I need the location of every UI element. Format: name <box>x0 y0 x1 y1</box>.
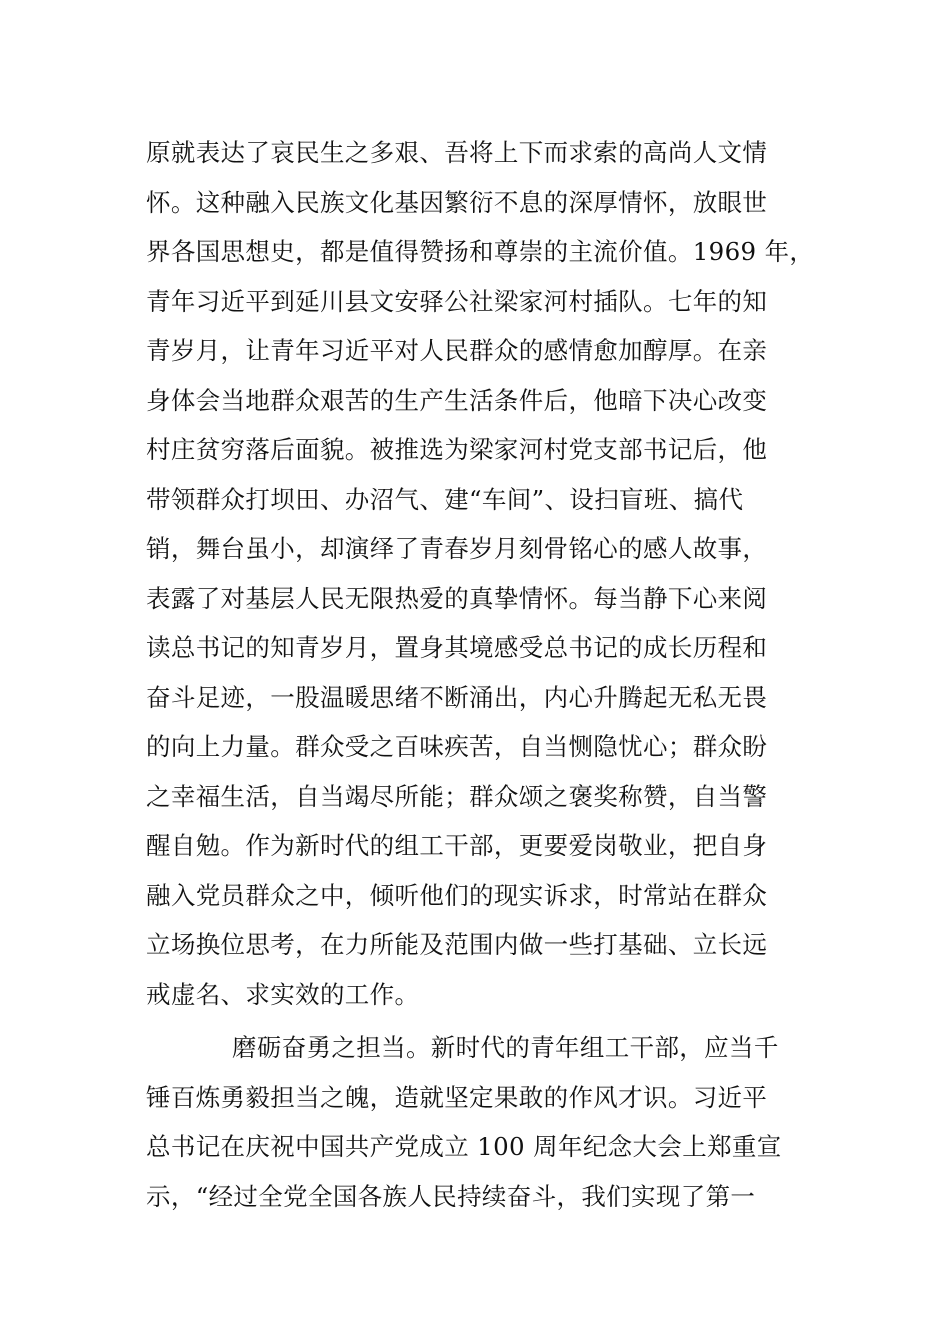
paragraph-line: 锤百炼勇毅担当之魄，造就坚定果敢的作风才识。习近平 <box>146 1082 768 1112</box>
paragraph-1 <box>146 128 826 1019</box>
paragraph-line: 融入党员群众之中，倾听他们的现实诉求，时常站在群众 <box>146 880 768 910</box>
paragraph-line: 读总书记的知青岁月，置身其境感受总书记的成长历程和 <box>146 633 768 662</box>
paragraph-line: 表露了对基层人民无限热爱的真挚情怀。每当静下心来阅 <box>146 583 768 613</box>
paragraph-line: 奋斗足迹，一股温暖思绪不断涌出，内心升腾起无私无畏 <box>146 682 768 712</box>
paragraph-line: 磨砺奋勇之担当。新时代的青年组工干部，应当千 <box>232 1033 779 1062</box>
paragraph-line: 总书记在庆祝中国共产党成立 100 周年纪念大会上郑重宣 <box>146 1132 782 1161</box>
paragraph-line: 青岁月，让青年习近平对人民群众的感情愈加醇厚。在亲 <box>146 336 768 365</box>
paragraph-line: 示，“经过全党全国各族人民持续奋斗，我们实现了第一 <box>146 1181 756 1211</box>
paragraph-line: 青年习近平到延川县文安驿公社梁家河村插队。七年的知 <box>146 286 768 316</box>
paragraph-line: 怀。这种融入民族文化基因繁衍不息的深厚情怀，放眼世 <box>146 187 768 217</box>
paragraph-line: 的向上力量。群众受之百味疾苦，自当恻隐忧心；群众盼 <box>146 732 768 761</box>
paragraph-line: 界各国思想史，都是值得赞扬和尊崇的主流价值。1969 年， <box>146 237 815 266</box>
paragraph-line: 原就表达了哀民生之多艰、吾将上下而求索的高尚人文情 <box>146 138 768 167</box>
paragraph-line: 之幸福生活，自当竭尽所能；群众颂之褒奖称赞，自当警 <box>146 781 768 811</box>
paragraph-line: 身体会当地群众艰苦的生产生活条件后，他暗下决心改变 <box>146 385 768 415</box>
paragraph-line: 醒自勉。作为新时代的组工干部，更要爱岗敬业，把自身 <box>146 831 768 860</box>
paragraph-line: 戒虚名、求实效的工作。 <box>146 979 420 1009</box>
paragraph-line: 带领群众打坝田、办沼气、建“车间”、设扫盲班、搞代 <box>146 484 744 514</box>
paragraph-line: 立场换位思考，在力所能及范围内做一些打基础、立长远 <box>146 930 768 959</box>
paragraph-2 <box>146 1023 826 1221</box>
paragraph-line: 销，舞台虽小，却演绎了青春岁月刻骨铭心的感人故事， <box>146 534 768 563</box>
paragraph-line: 村庄贫穷落后面貌。被推选为梁家河村党支部书记后，他 <box>146 435 768 464</box>
